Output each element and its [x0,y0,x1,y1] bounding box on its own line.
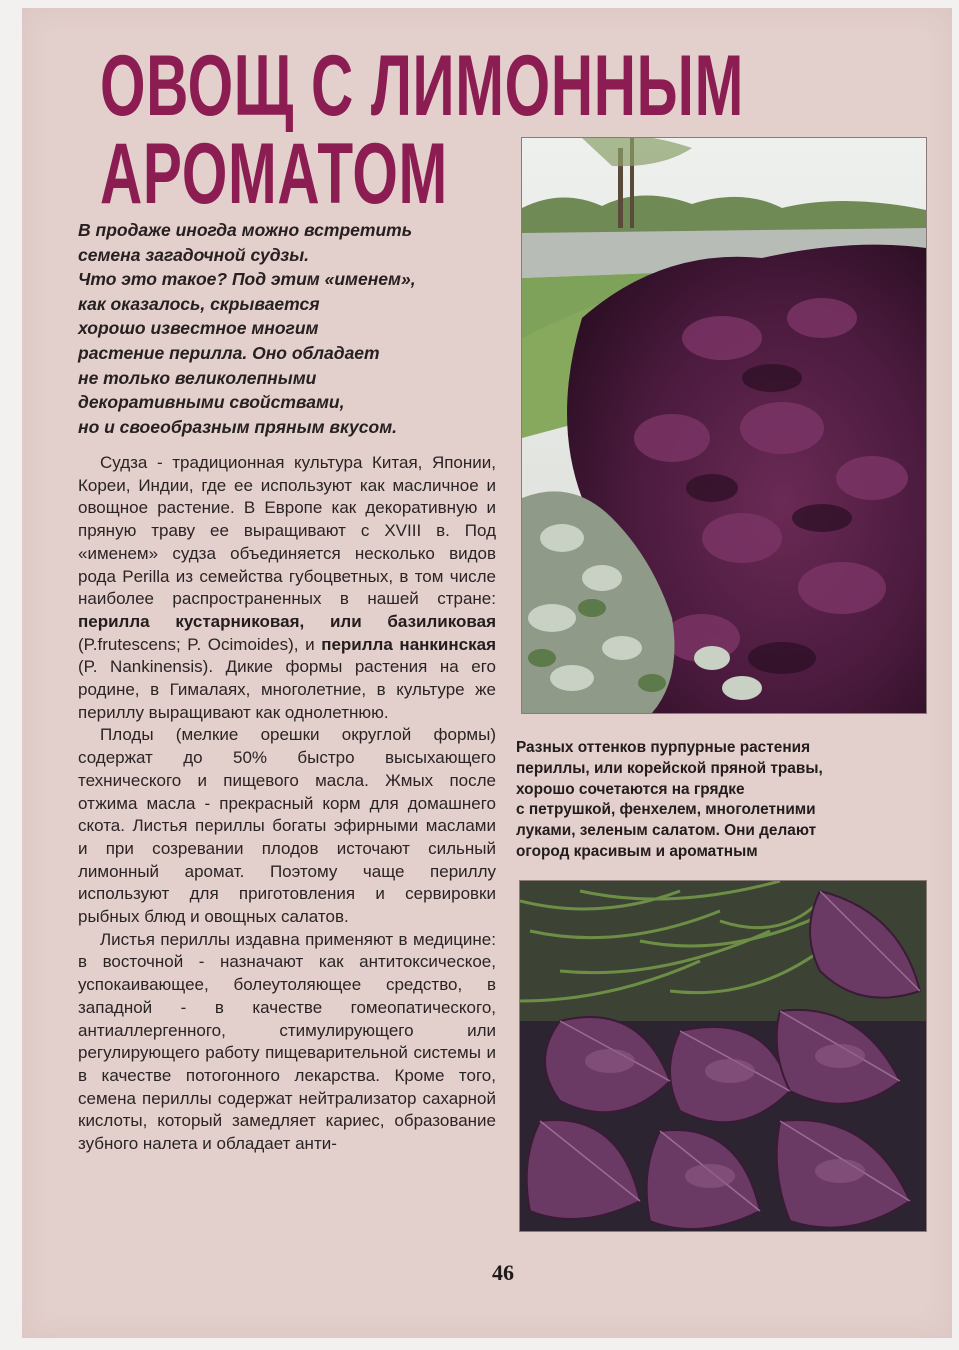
caption-line: хорошо сочетаются на грядке [516,780,745,798]
page-number: 46 [492,1260,514,1285]
body-text: (P. Nankinensis). Дикие формы растения на его родине, в Гималаях, многолетние, в культуре же периллу выращивают как однолетнюю. [78,657,496,722]
intro-line: как оказалось, скрывается [78,293,320,314]
body-paragraph-1 [78,452,496,724]
perilla-garden-photo [521,137,927,714]
perilla-leaves-image [520,881,926,1231]
body-paragraph-2: Плоды (мелкие орешки округлой формы) содержат до 50% быстро высыхающего технического и пищевого масла. Жмых после отжима масла - прекрасный корм для домашнего скота. Листья периллы богаты эфирными маслами и при созревании плодов источают сильный лимонный аромат. Поэтому чаще периллу используют для приготовления и сервировки рыбных блюд и овощных салатов. [78,725,496,927]
perilla-garden-image [522,138,926,713]
intro-line: растение перилла. Оно обладает [78,342,380,363]
caption-line: луками, зеленым салатом. Они делают [516,822,817,840]
bold-term: перилла нанкинская [321,634,496,654]
article-intro [78,218,498,439]
caption-line: с петрушкой, фенхелем, многолетними [516,801,816,819]
photo-caption [516,738,926,863]
intro-line: В продаже иногда можно встретить [78,220,413,240]
body-paragraph-3: Листья периллы издавна применяют в медицине: в восточной - назначают как антитоксическое, успокаивающее, болеутоляющее средство, в западной - в качестве гомеопатического, антиаллергенного, стимулирующего или регулирующего работу пищеварительной системы и в качестве потогонного лекарства. Кроме того, семена периллы содержат нейтрализатор сахарной кислоты, который замедляет кариес, образование зубного налета и обладает анти- [78,929,496,1154]
caption-line: Разных оттенков пурпурные растения [516,739,811,756]
caption-line: периллы, или корейской пряной травы, [516,759,823,777]
intro-line: Что это такое? Под этим «именем», [78,269,416,290]
perilla-leaves-photo [519,880,927,1232]
article-body [78,452,496,1156]
intro-line: хорошо известное многим [78,318,319,339]
title-line-1: ОВОЩ С ЛИМОННЫМ [100,38,744,134]
caption-line: огород красивым и ароматным [516,842,758,860]
intro-line: не только великолепными [78,367,317,388]
intro-line: семена загадочной судзы. [78,244,310,265]
intro-line: но и своеобразным пряным вкусом. [78,416,397,437]
bold-term: перилла кустарниковая, или базиликовая [78,611,496,631]
body-text: Судза - традиционная культура Китая, Японии, Кореи, Индии, где ее используют как масличное и овощное растение. В Европе как декоративную и пряную траву ее выращивают с XVIII в. Под «именем» судза объединяется несколько видов рода Perilla из семейства губоцветных, в том числе наиболее распространенных в нашей стране: [78,453,496,609]
body-text: (P.frutescens; P. Ocimoides), и [78,634,322,654]
intro-line: декоративными свойствами, [78,392,345,413]
title-line-2: АРОМАТОМ [100,126,448,222]
